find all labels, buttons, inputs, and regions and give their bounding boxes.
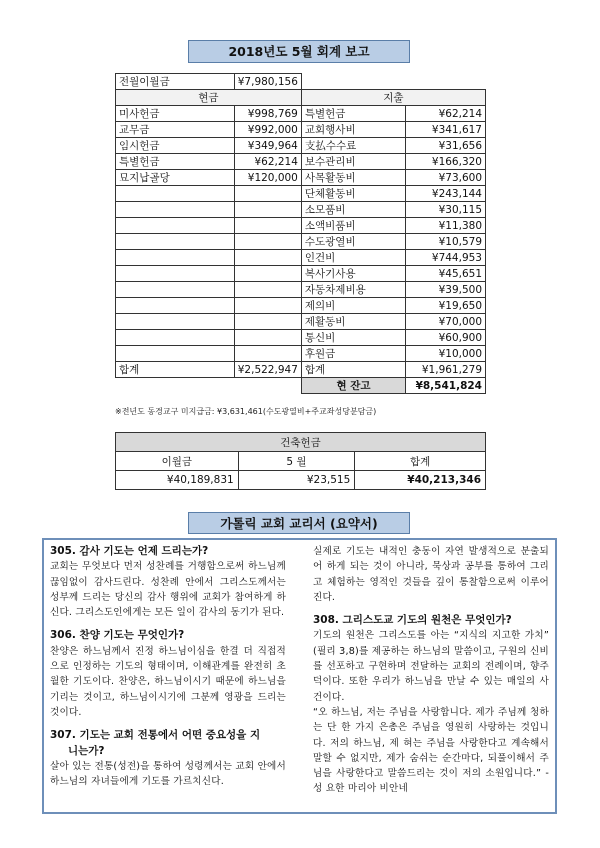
question-308-quote: “오 하느님, 저는 주님을 사랑합니다. 제가 주님께 청하는 단 한 가지 은총은 주님을 영원히 사랑하는 것입니다. 저의 하느님, 제 혀는 주님을 사랑한다고 계속해서 말할 수 없지만, 제가 숨쉬는 순간마다, 되풀이해서 주님을 사랑한다고 말씀드리는 것이 저의 소원입니다.” -성 요한 마리아 비안네 [313,706,549,795]
empty-cell [234,346,301,362]
question-306-body: 찬양은 하느님께서 진정 하느님이심을 한결 더 직접적으로 인정하는 기도의 형태이며, 이해관계를 완전히 초월한 기도이다. 찬양은, 하느님이시기 때문에 하느님을 기리는 것이고, 하느님이시기에 그분께 영광을 드리는 것이다. [50,645,286,718]
table-row [116,122,486,138]
income-label: 묘지납골당 [116,170,235,186]
expense-value: ¥11,380 [406,218,486,234]
empty-cell [116,378,302,394]
expense-label: 특별헌금 [301,106,405,122]
catechism-title: 가톨릭 교회 교리서 (요약서) [188,512,410,534]
catechism-right-column [313,544,549,797]
expense-header: 지출 [301,90,485,106]
question-307-body-cont: 실제로 기도는 내적인 충동이 자연 발생적으로 분출되어 하게 되는 것이 아니라, 묵상과 공부를 통하여 그리고 체험하는 영적인 것들을 깊이 통찰함으로써 이루어진다. [313,546,549,603]
table-row [116,170,486,186]
table-row [116,74,486,90]
expense-label: 支払수수료 [301,138,405,154]
table-row [116,298,486,314]
expense-label: 후원금 [301,346,405,362]
empty-cell [116,234,235,250]
expense-label: 사목활동비 [301,170,405,186]
table-row [116,218,486,234]
income-value: ¥62,214 [234,154,301,170]
income-label: 미사헌금 [116,106,235,122]
expense-value: ¥166,320 [406,154,486,170]
expense-value: ¥341,617 [406,122,486,138]
empty-cell [234,282,301,298]
income-total-label: 합계 [116,362,235,378]
building-header-carryover: 이월금 [116,452,239,471]
building-month-value: ¥23,515 [238,471,355,490]
expense-value: ¥10,579 [406,234,486,250]
expense-label: 제활동비 [301,314,405,330]
empty-cell [116,298,235,314]
income-value: ¥120,000 [234,170,301,186]
income-label: 특별헌금 [116,154,235,170]
empty-cell [116,266,235,282]
table-row [116,330,486,346]
balance-value: ¥8,541,824 [406,378,486,394]
expense-value: ¥10,000 [406,346,486,362]
expense-label: 복사기사용 [301,266,405,282]
empty-cell [116,218,235,234]
empty-cell [234,218,301,234]
table-row [116,106,486,122]
finance-report-table [115,73,486,394]
building-header-total: 합계 [355,452,486,471]
expense-value: ¥19,650 [406,298,486,314]
carryover-label: 전월이월금 [116,74,235,90]
empty-cell [116,250,235,266]
empty-cell [116,282,235,298]
table-row [116,266,486,282]
table-row [116,346,486,362]
expense-value: ¥243,144 [406,186,486,202]
empty-cell [234,298,301,314]
empty-cell [116,346,235,362]
empty-cell [234,266,301,282]
building-total-value: ¥40,213,346 [355,471,486,490]
expense-value: ¥31,656 [406,138,486,154]
empty-cell [116,186,235,202]
table-row [116,378,486,394]
question-308-title: 308. 그리스도교 기도의 원천은 무엇인가? [313,614,512,627]
expense-value: ¥73,600 [406,170,486,186]
expense-label: 자동차제비용 [301,282,405,298]
expense-label: 교회행사비 [301,122,405,138]
empty-cell [234,186,301,202]
table-row [116,250,486,266]
building-fund-title: 건축헌금 [116,433,486,452]
empty-cell [301,74,485,90]
carryover-value: ¥7,980,156 [234,74,301,90]
expense-value: ¥30,115 [406,202,486,218]
income-value: ¥992,000 [234,122,301,138]
table-row [116,186,486,202]
empty-cell [234,250,301,266]
expense-value: ¥45,651 [406,266,486,282]
table-row [116,138,486,154]
question-308-body: 기도의 원천은 그리스도를 아는 “지식의 지고한 가치” (필리 3,8)를 제공하는 하느님의 말씀이고, 구원의 신비를 선포하고 구현하며 전달하는 교회의 전례이며, 향주덕이다. 또한 우리가 하느님을 만날 수 있는 매일의 사건이다. [313,630,549,703]
income-total-value: ¥2,522,947 [234,362,301,378]
table-row [116,362,486,378]
empty-cell [234,314,301,330]
expense-label: 제의비 [301,298,405,314]
question-307-title-cont: 니는가? [68,744,105,757]
income-label: 교무금 [116,122,235,138]
empty-cell [234,330,301,346]
question-306-title: 306. 찬양 기도는 무엇인가? [50,629,185,642]
building-header-month: 5 월 [238,452,355,471]
expense-total-label: 합계 [301,362,405,378]
table-row [116,314,486,330]
expense-value: ¥62,214 [406,106,486,122]
question-307-title: 307. 기도는 교회 전통에서 어떤 중요성을 지 [50,729,261,742]
catechism-box [42,538,557,814]
expense-value: ¥744,953 [406,250,486,266]
table-row [116,154,486,170]
income-label: 임시헌금 [116,138,235,154]
report-title: 2018년도 5월 회계 보고 [188,40,410,63]
expense-value: ¥39,500 [406,282,486,298]
table-row [116,90,486,106]
income-value: ¥998,769 [234,106,301,122]
income-header: 현금 [116,90,302,106]
expense-label: 인건비 [301,250,405,266]
catechism-left-column [50,544,286,789]
expense-total-value: ¥1,961,279 [406,362,486,378]
income-value: ¥349,964 [234,138,301,154]
expense-label: 소모품비 [301,202,405,218]
expense-label: 수도광열비 [301,234,405,250]
unpaid-note: ※전년도 동경교구 미지급금: ¥3,631,461(수도광열비+주교좌성당분담금) [115,407,377,416]
empty-cell [116,202,235,218]
empty-cell [234,202,301,218]
question-305-body: 교회는 무엇보다 먼저 성찬례를 거행함으로써 하느님께 끊임없이 감사드린다. 성찬례 안에서 그리스도께서는 성부께 드리는 당신의 감사 행위에 교회가 참여하게 하신다. 그리스도인에게는 모든 일이 감사의 동기가 된다. [50,561,286,619]
expense-value: ¥60,900 [406,330,486,346]
expense-label: 보수관리비 [301,154,405,170]
expense-value: ¥70,000 [406,314,486,330]
table-row [116,282,486,298]
question-305-title: 305. 감사 기도는 언제 드리는가? [50,545,209,557]
building-carryover-value: ¥40,189,831 [116,471,239,490]
building-fund-table [115,432,486,490]
balance-label: 현 잔고 [301,378,405,394]
question-307-body: 살아 있는 전통(성전)을 통하여 성령께서는 교회 안에서 하느님의 자녀들에게 기도를 가르치신다. [50,760,286,788]
table-row [116,202,486,218]
expense-label: 통신비 [301,330,405,346]
empty-cell [234,234,301,250]
table-row [116,234,486,250]
expense-label: 단체활동비 [301,186,405,202]
empty-cell [116,314,235,330]
expense-label: 소액비품비 [301,218,405,234]
empty-cell [116,330,235,346]
